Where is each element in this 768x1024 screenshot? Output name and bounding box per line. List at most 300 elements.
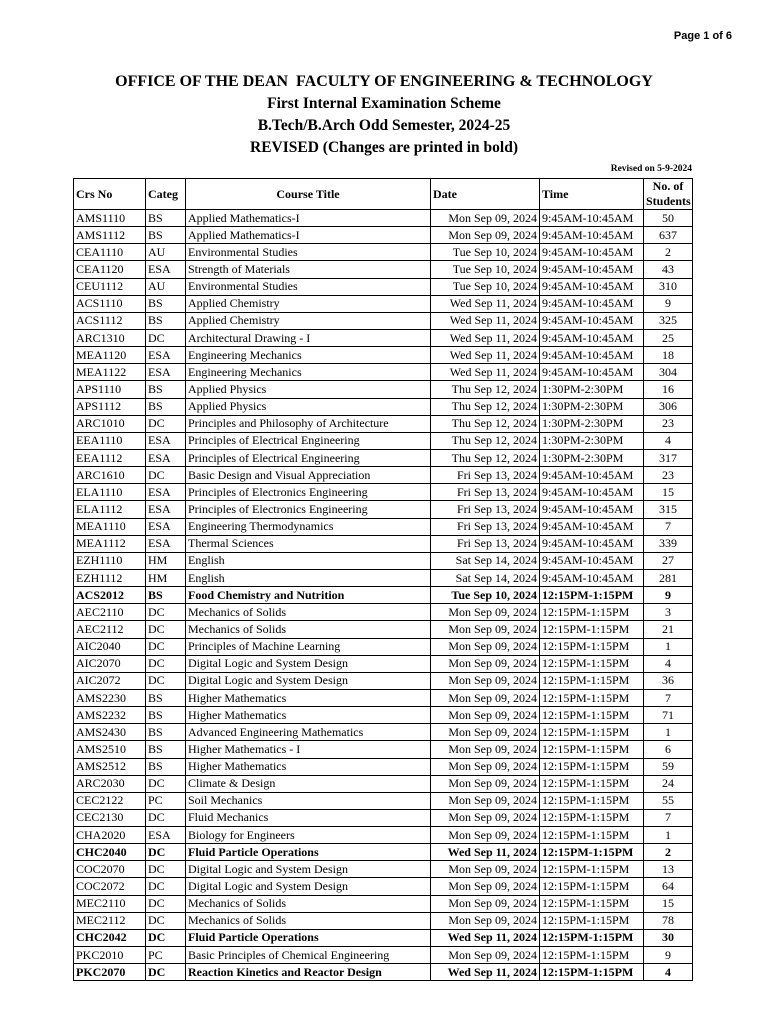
time-cell: 12:15PM-1:15PM	[540, 621, 644, 638]
course-title-cell: Digital Logic and System Design	[186, 878, 431, 895]
course-code-cell: PKC2070	[74, 964, 146, 981]
date-cell: Mon Sep 09, 2024	[431, 655, 540, 672]
time-cell: 12:15PM-1:15PM	[540, 758, 644, 775]
date-cell: Mon Sep 09, 2024	[431, 758, 540, 775]
table-row	[74, 244, 693, 261]
category-cell: DC	[146, 895, 186, 912]
table-row	[74, 501, 693, 518]
students-cell: 23	[644, 467, 693, 484]
date-cell: Mon Sep 09, 2024	[431, 210, 540, 227]
time-cell: 1:30PM-2:30PM	[540, 415, 644, 432]
time-cell: 9:45AM-10:45AM	[540, 501, 644, 518]
date-cell: Mon Sep 09, 2024	[431, 775, 540, 792]
students-cell: 43	[644, 261, 693, 278]
students-cell: 27	[644, 552, 693, 569]
time-cell: 1:30PM-2:30PM	[540, 449, 644, 466]
category-cell: ESA	[146, 261, 186, 278]
students-cell: 304	[644, 364, 693, 381]
category-cell: ESA	[146, 449, 186, 466]
table-row	[74, 689, 693, 706]
course-code-cell: EZH1112	[74, 569, 146, 586]
students-cell: 2	[644, 244, 693, 261]
category-cell: PC	[146, 792, 186, 809]
table-row	[74, 295, 693, 312]
revised-date: Revised on 5-9-2024	[610, 164, 692, 174]
table-row	[74, 861, 693, 878]
category-cell: DC	[146, 655, 186, 672]
table-row	[74, 484, 693, 501]
date-cell: Wed Sep 11, 2024	[431, 295, 540, 312]
time-cell: 9:45AM-10:45AM	[540, 518, 644, 535]
course-code-cell: COC2072	[74, 878, 146, 895]
table-row	[74, 364, 693, 381]
category-cell: ESA	[146, 501, 186, 518]
course-title-cell: Mechanics of Solids	[186, 621, 431, 638]
table-row	[74, 278, 693, 295]
date-cell: Fri Sep 13, 2024	[431, 518, 540, 535]
time-cell: 12:15PM-1:15PM	[540, 895, 644, 912]
course-code-cell: EEA1110	[74, 432, 146, 449]
table-row	[74, 604, 693, 621]
date-cell: Mon Sep 09, 2024	[431, 912, 540, 929]
course-title-cell: Engineering Mechanics	[186, 364, 431, 381]
course-code-cell: AMS2512	[74, 758, 146, 775]
column-header-course-title: Course Title	[186, 179, 431, 210]
category-cell: DC	[146, 775, 186, 792]
students-cell: 4	[644, 964, 693, 981]
category-cell: BS	[146, 210, 186, 227]
date-cell: Tue Sep 10, 2024	[431, 587, 540, 604]
date-cell: Mon Sep 09, 2024	[431, 621, 540, 638]
table-row	[74, 569, 693, 586]
students-cell: 317	[644, 449, 693, 466]
date-cell: Thu Sep 12, 2024	[431, 432, 540, 449]
time-cell: 12:15PM-1:15PM	[540, 844, 644, 861]
course-code-cell: ELA1110	[74, 484, 146, 501]
category-cell: DC	[146, 467, 186, 484]
course-title-cell: Food Chemistry and Nutrition	[186, 587, 431, 604]
students-cell: 18	[644, 347, 693, 364]
category-cell: BS	[146, 381, 186, 398]
category-cell: BS	[146, 741, 186, 758]
course-title-cell: Environmental Studies	[186, 244, 431, 261]
students-cell: 50	[644, 210, 693, 227]
time-cell: 9:45AM-10:45AM	[540, 552, 644, 569]
table-row	[74, 227, 693, 244]
course-code-cell: COC2070	[74, 861, 146, 878]
course-title-cell: Basic Design and Visual Appreciation	[186, 467, 431, 484]
course-code-cell: AMS1110	[74, 210, 146, 227]
students-cell: 24	[644, 775, 693, 792]
time-cell: 12:15PM-1:15PM	[540, 878, 644, 895]
students-cell: 25	[644, 329, 693, 346]
students-cell: 637	[644, 227, 693, 244]
date-cell: Wed Sep 11, 2024	[431, 844, 540, 861]
date-cell: Mon Sep 09, 2024	[431, 672, 540, 689]
date-cell: Thu Sep 12, 2024	[431, 398, 540, 415]
category-cell: DC	[146, 878, 186, 895]
header-revised-note: REVISED (Changes are printed in bold)	[250, 139, 518, 156]
date-cell: Fri Sep 13, 2024	[431, 501, 540, 518]
time-cell: 9:45AM-10:45AM	[540, 244, 644, 261]
table-row	[74, 809, 693, 826]
course-title-cell: English	[186, 552, 431, 569]
column-header-date: Date	[431, 179, 540, 210]
date-cell: Mon Sep 09, 2024	[431, 827, 540, 844]
course-code-cell: EZH1110	[74, 552, 146, 569]
course-title-cell: Environmental Studies	[186, 278, 431, 295]
table-row	[74, 398, 693, 415]
course-code-cell: MEA1110	[74, 518, 146, 535]
course-code-cell: MEA1112	[74, 535, 146, 552]
course-title-cell: Architectural Drawing - I	[186, 329, 431, 346]
students-cell: 64	[644, 878, 693, 895]
course-code-cell: CHA2020	[74, 827, 146, 844]
course-title-cell: Higher Mathematics	[186, 758, 431, 775]
students-cell: 306	[644, 398, 693, 415]
time-cell: 12:15PM-1:15PM	[540, 912, 644, 929]
date-cell: Mon Sep 09, 2024	[431, 227, 540, 244]
date-cell: Sat Sep 14, 2024	[431, 569, 540, 586]
category-cell: DC	[146, 809, 186, 826]
table-row	[74, 964, 693, 981]
date-cell: Thu Sep 12, 2024	[431, 381, 540, 398]
date-cell: Tue Sep 10, 2024	[431, 244, 540, 261]
time-cell: 12:15PM-1:15PM	[540, 707, 644, 724]
course-title-cell: Engineering Thermodynamics	[186, 518, 431, 535]
date-cell: Thu Sep 12, 2024	[431, 415, 540, 432]
category-cell: BS	[146, 587, 186, 604]
course-title-cell: Principles of Electrical Engineering	[186, 449, 431, 466]
table-row	[74, 724, 693, 741]
date-cell: Wed Sep 11, 2024	[431, 347, 540, 364]
students-cell: 15	[644, 484, 693, 501]
course-title-cell: Principles of Electronics Engineering	[186, 501, 431, 518]
table-row	[74, 758, 693, 775]
time-cell: 12:15PM-1:15PM	[540, 638, 644, 655]
course-title-cell: Fluid Particle Operations	[186, 929, 431, 946]
time-cell: 9:45AM-10:45AM	[540, 569, 644, 586]
category-cell: ESA	[146, 827, 186, 844]
table-row	[74, 518, 693, 535]
date-cell: Wed Sep 11, 2024	[431, 964, 540, 981]
students-cell: 9	[644, 587, 693, 604]
students-cell: 7	[644, 518, 693, 535]
column-header-students	[644, 179, 693, 210]
course-title-cell: Mechanics of Solids	[186, 604, 431, 621]
category-cell: BS	[146, 724, 186, 741]
course-title-cell: Digital Logic and System Design	[186, 655, 431, 672]
course-code-cell: PKC2010	[74, 947, 146, 964]
students-cell: 339	[644, 535, 693, 552]
students-cell: 325	[644, 312, 693, 329]
course-code-cell: EEA1112	[74, 449, 146, 466]
course-code-cell: CEU1112	[74, 278, 146, 295]
course-code-cell: AIC2040	[74, 638, 146, 655]
course-title-cell: Mechanics of Solids	[186, 895, 431, 912]
course-title-cell: Basic Principles of Chemical Engineering	[186, 947, 431, 964]
column-header-time: Time	[540, 179, 644, 210]
students-cell: 6	[644, 741, 693, 758]
students-cell: 71	[644, 707, 693, 724]
students-cell: 7	[644, 809, 693, 826]
table-row	[74, 312, 693, 329]
students-cell: 4	[644, 432, 693, 449]
date-cell: Mon Sep 09, 2024	[431, 895, 540, 912]
table-row	[74, 535, 693, 552]
course-code-cell: ACS2012	[74, 587, 146, 604]
category-cell: BS	[146, 398, 186, 415]
category-cell: DC	[146, 621, 186, 638]
date-cell: Tue Sep 10, 2024	[431, 278, 540, 295]
course-code-cell: AMS2430	[74, 724, 146, 741]
time-cell: 9:45AM-10:45AM	[540, 329, 644, 346]
students-cell: 36	[644, 672, 693, 689]
students-cell: 3	[644, 604, 693, 621]
course-code-cell: AMS2510	[74, 741, 146, 758]
students-cell: 9	[644, 947, 693, 964]
page-number: Page 1 of 6	[673, 30, 732, 42]
header-office-title: OFFICE OF THE DEAN FACULTY OF ENGINEERING & TECHNOLOGY	[115, 73, 653, 90]
date-cell: Mon Sep 09, 2024	[431, 707, 540, 724]
category-cell: ESA	[146, 364, 186, 381]
course-code-cell: CHC2040	[74, 844, 146, 861]
exam-schedule-table	[73, 178, 693, 981]
course-code-cell: AMS2230	[74, 689, 146, 706]
time-cell: 12:15PM-1:15PM	[540, 775, 644, 792]
course-code-cell: AIC2070	[74, 655, 146, 672]
date-cell: Mon Sep 09, 2024	[431, 604, 540, 621]
students-cell: 9	[644, 295, 693, 312]
document-header	[0, 71, 768, 159]
students-cell: 310	[644, 278, 693, 295]
course-code-cell: AMS1112	[74, 227, 146, 244]
category-cell: HM	[146, 552, 186, 569]
table-row	[74, 844, 693, 861]
category-cell: DC	[146, 415, 186, 432]
date-cell: Fri Sep 13, 2024	[431, 535, 540, 552]
category-cell: DC	[146, 844, 186, 861]
table-row	[74, 347, 693, 364]
course-code-cell: ARC2030	[74, 775, 146, 792]
students-cell: 4	[644, 655, 693, 672]
students-cell: 13	[644, 861, 693, 878]
course-title-cell: Principles of Machine Learning	[186, 638, 431, 655]
category-cell: DC	[146, 861, 186, 878]
time-cell: 9:45AM-10:45AM	[540, 484, 644, 501]
course-title-cell: Applied Physics	[186, 381, 431, 398]
students-cell: 30	[644, 929, 693, 946]
course-code-cell: ACS1112	[74, 312, 146, 329]
time-cell: 9:45AM-10:45AM	[540, 261, 644, 278]
category-cell: ESA	[146, 518, 186, 535]
column-header-students-line1: No. of	[652, 179, 684, 193]
course-code-cell: APS1110	[74, 381, 146, 398]
time-cell: 12:15PM-1:15PM	[540, 655, 644, 672]
category-cell: BS	[146, 758, 186, 775]
table-row	[74, 210, 693, 227]
date-cell: Mon Sep 09, 2024	[431, 809, 540, 826]
table-row	[74, 261, 693, 278]
course-code-cell: MEA1122	[74, 364, 146, 381]
column-header-students-line2: Students	[646, 194, 691, 208]
students-cell: 7	[644, 689, 693, 706]
date-cell: Wed Sep 11, 2024	[431, 312, 540, 329]
students-cell: 59	[644, 758, 693, 775]
course-title-cell: Biology for Engineers	[186, 827, 431, 844]
category-cell: DC	[146, 638, 186, 655]
time-cell: 9:45AM-10:45AM	[540, 312, 644, 329]
table-row	[74, 741, 693, 758]
time-cell: 12:15PM-1:15PM	[540, 827, 644, 844]
table-row	[74, 895, 693, 912]
course-title-cell: English	[186, 569, 431, 586]
category-cell: DC	[146, 964, 186, 981]
time-cell: 9:45AM-10:45AM	[540, 227, 644, 244]
time-cell: 1:30PM-2:30PM	[540, 398, 644, 415]
category-cell: AU	[146, 244, 186, 261]
category-cell: PC	[146, 947, 186, 964]
time-cell: 9:45AM-10:45AM	[540, 347, 644, 364]
time-cell: 9:45AM-10:45AM	[540, 467, 644, 484]
students-cell: 15	[644, 895, 693, 912]
course-code-cell: ACS1110	[74, 295, 146, 312]
students-cell: 1	[644, 724, 693, 741]
category-cell: DC	[146, 672, 186, 689]
category-cell: BS	[146, 227, 186, 244]
course-code-cell: CEA1120	[74, 261, 146, 278]
table-row	[74, 912, 693, 929]
table-row	[74, 947, 693, 964]
date-cell: Fri Sep 13, 2024	[431, 467, 540, 484]
date-cell: Wed Sep 11, 2024	[431, 364, 540, 381]
time-cell: 9:45AM-10:45AM	[540, 535, 644, 552]
course-title-cell: Applied Chemistry	[186, 312, 431, 329]
course-code-cell: ARC1010	[74, 415, 146, 432]
table-row	[74, 329, 693, 346]
time-cell: 12:15PM-1:15PM	[540, 724, 644, 741]
category-cell: BS	[146, 295, 186, 312]
course-title-cell: Thermal Sciences	[186, 535, 431, 552]
course-code-cell: ELA1112	[74, 501, 146, 518]
table-row	[74, 552, 693, 569]
course-code-cell: ARC1310	[74, 329, 146, 346]
header-exam-title: First Internal Examination Scheme	[267, 95, 501, 112]
students-cell: 1	[644, 638, 693, 655]
table-row	[74, 381, 693, 398]
course-code-cell: APS1112	[74, 398, 146, 415]
table-row	[74, 638, 693, 655]
course-title-cell: Strength of Materials	[186, 261, 431, 278]
table-row	[74, 587, 693, 604]
date-cell: Mon Sep 09, 2024	[431, 878, 540, 895]
date-cell: Thu Sep 12, 2024	[431, 449, 540, 466]
time-cell: 12:15PM-1:15PM	[540, 792, 644, 809]
time-cell: 1:30PM-2:30PM	[540, 432, 644, 449]
time-cell: 12:15PM-1:15PM	[540, 809, 644, 826]
course-code-cell: AEC2112	[74, 621, 146, 638]
course-title-cell: Principles and Philosophy of Architecture	[186, 415, 431, 432]
date-cell: Mon Sep 09, 2024	[431, 724, 540, 741]
students-cell: 1	[644, 827, 693, 844]
table-row	[74, 878, 693, 895]
course-title-cell: Higher Mathematics - I	[186, 741, 431, 758]
date-cell: Fri Sep 13, 2024	[431, 484, 540, 501]
date-cell: Mon Sep 09, 2024	[431, 638, 540, 655]
date-cell: Mon Sep 09, 2024	[431, 947, 540, 964]
table-row	[74, 432, 693, 449]
students-cell: 21	[644, 621, 693, 638]
course-code-cell: AMS2232	[74, 707, 146, 724]
category-cell: AU	[146, 278, 186, 295]
date-cell: Tue Sep 10, 2024	[431, 261, 540, 278]
course-code-cell: MEC2110	[74, 895, 146, 912]
category-cell: ESA	[146, 535, 186, 552]
date-cell: Wed Sep 11, 2024	[431, 929, 540, 946]
table-row	[74, 775, 693, 792]
column-header-course-no: Crs No	[74, 179, 146, 210]
students-cell: 281	[644, 569, 693, 586]
table-row	[74, 449, 693, 466]
course-title-cell: Higher Mathematics	[186, 707, 431, 724]
course-title-cell: Soil Mechanics	[186, 792, 431, 809]
time-cell: 12:15PM-1:15PM	[540, 587, 644, 604]
time-cell: 9:45AM-10:45AM	[540, 278, 644, 295]
date-cell: Mon Sep 09, 2024	[431, 689, 540, 706]
table-row	[74, 655, 693, 672]
header-program-semester: B.Tech/B.Arch Odd Semester, 2024-25	[257, 117, 511, 134]
table-row	[74, 621, 693, 638]
table-row	[74, 707, 693, 724]
students-cell: 315	[644, 501, 693, 518]
category-cell: DC	[146, 912, 186, 929]
course-title-cell: Digital Logic and System Design	[186, 672, 431, 689]
students-cell: 55	[644, 792, 693, 809]
course-code-cell: CHC2042	[74, 929, 146, 946]
category-cell: ESA	[146, 484, 186, 501]
table-body	[74, 210, 693, 981]
course-code-cell: MEC2112	[74, 912, 146, 929]
course-title-cell: Principles of Electrical Engineering	[186, 432, 431, 449]
column-header-category: Categ	[146, 179, 186, 210]
time-cell: 12:15PM-1:15PM	[540, 741, 644, 758]
date-cell: Mon Sep 09, 2024	[431, 792, 540, 809]
time-cell: 1:30PM-2:30PM	[540, 381, 644, 398]
course-code-cell: ARC1610	[74, 467, 146, 484]
category-cell: ESA	[146, 347, 186, 364]
category-cell: BS	[146, 312, 186, 329]
course-title-cell: Applied Mathematics-I	[186, 210, 431, 227]
table-header-row	[74, 179, 693, 210]
time-cell: 12:15PM-1:15PM	[540, 604, 644, 621]
course-title-cell: Applied Mathematics-I	[186, 227, 431, 244]
category-cell: DC	[146, 604, 186, 621]
course-title-cell: Engineering Mechanics	[186, 347, 431, 364]
category-cell: BS	[146, 689, 186, 706]
table-row	[74, 415, 693, 432]
course-title-cell: Applied Physics	[186, 398, 431, 415]
time-cell: 12:15PM-1:15PM	[540, 947, 644, 964]
date-cell: Sat Sep 14, 2024	[431, 552, 540, 569]
time-cell: 9:45AM-10:45AM	[540, 210, 644, 227]
category-cell: DC	[146, 329, 186, 346]
category-cell: DC	[146, 929, 186, 946]
table-row	[74, 467, 693, 484]
date-cell: Mon Sep 09, 2024	[431, 741, 540, 758]
time-cell: 9:45AM-10:45AM	[540, 295, 644, 312]
time-cell: 12:15PM-1:15PM	[540, 689, 644, 706]
date-cell: Mon Sep 09, 2024	[431, 861, 540, 878]
